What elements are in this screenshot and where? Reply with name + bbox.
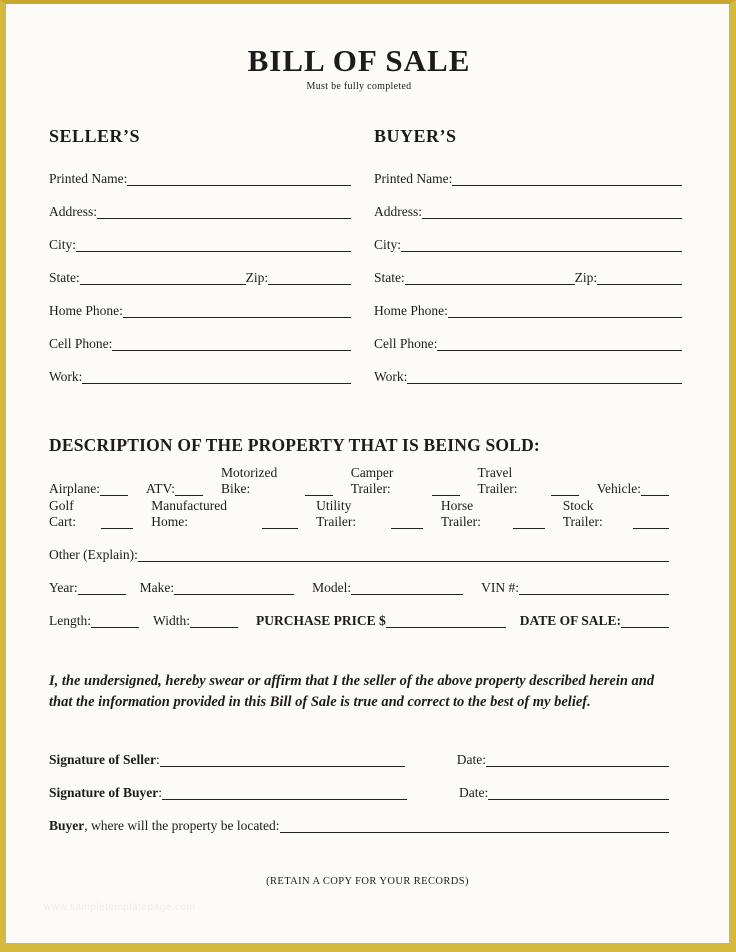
seller-work-label: Work: — [49, 369, 83, 384]
utility-trailer-label: Utility Trailer: — [316, 498, 357, 529]
buyer-printed-name-row — [374, 154, 682, 187]
buyer-city-label: City: — [374, 237, 402, 252]
property-type-airplane — [49, 481, 128, 497]
affirmation-statement: I, the undersigned, hereby swear or affirm that I the seller of the above property described herein and that the information provided in this Bill of Sale is true and correct to the best of my belief. — [49, 673, 655, 710]
airplane-check-input[interactable] — [100, 482, 128, 496]
length-input[interactable] — [91, 614, 139, 628]
horse-trailer-check-input[interactable] — [513, 515, 545, 529]
buyer-signature-row — [49, 768, 669, 801]
seller-cell-phone-input[interactable] — [112, 337, 351, 351]
parties-section — [49, 126, 669, 385]
property-type-travel-trailer — [478, 465, 579, 497]
seller-state-input[interactable] — [80, 271, 246, 285]
buyer-work-label: Work: — [374, 369, 408, 384]
seller-home-phone-label: Home Phone: — [49, 303, 123, 318]
seller-city-label: City: — [49, 237, 77, 252]
signature-section — [49, 735, 669, 834]
golf-cart-check-input[interactable] — [101, 515, 133, 529]
property-type-row-2 — [49, 497, 669, 530]
other-explain-label: Other (Explain): — [49, 547, 138, 562]
other-explain-row — [49, 530, 669, 563]
seller-signature-row — [49, 735, 669, 768]
seller-cell-phone-label: Cell Phone: — [49, 336, 113, 351]
camper-trailer-check-input[interactable] — [432, 482, 460, 496]
bill-of-sale-form — [6, 4, 729, 943]
seller-home-phone-input[interactable] — [123, 304, 351, 318]
seller-date-input[interactable] — [486, 753, 669, 767]
seller-address-label: Address: — [49, 204, 97, 219]
motorized-bike-label: Motorized Bike: — [220, 465, 278, 496]
seller-fields — [49, 154, 351, 385]
stock-trailer-check-input[interactable] — [633, 515, 669, 529]
vin-input[interactable] — [519, 581, 669, 595]
camper-trailer-label: Camper Trailer: — [350, 465, 394, 496]
vehicle-label: Vehicle: — [596, 481, 641, 496]
vehicle-check-input[interactable] — [641, 482, 669, 496]
property-type-row-1 — [49, 464, 669, 497]
property-type-horse-trailer — [441, 498, 545, 530]
property-type-motorized-bike — [221, 465, 333, 497]
buyer-signature-colon: : — [158, 785, 163, 800]
buyer-printed-name-label: Printed Name: — [374, 171, 453, 186]
vehicle-details-row — [49, 563, 669, 596]
seller-state-zip-row — [49, 253, 351, 286]
property-location-label: , where will the property be located: — [84, 818, 280, 833]
travel-trailer-check-input[interactable] — [551, 482, 579, 496]
other-explain-input[interactable] — [138, 548, 669, 562]
property-type-camper-trailer — [351, 465, 460, 497]
buyer-zip-input[interactable] — [597, 271, 682, 285]
width-label: Width: — [153, 613, 190, 628]
seller-city-row — [49, 220, 351, 253]
buyer-address-input[interactable] — [422, 205, 682, 219]
date-of-sale-input[interactable] — [621, 614, 669, 628]
buyer-city-input[interactable] — [401, 238, 682, 252]
description-heading: DESCRIPTION OF THE PROPERTY THAT IS BEING SOLD: — [49, 435, 540, 455]
buyer-heading: BUYER’S — [374, 126, 457, 146]
property-location-row — [49, 801, 669, 834]
year-input[interactable] — [78, 581, 126, 595]
property-type-checklist — [49, 464, 669, 629]
airplane-label: Airplane: — [49, 481, 100, 496]
description-section — [49, 435, 669, 629]
make-label: Make: — [139, 580, 175, 595]
seller-date-label: Date: — [456, 752, 487, 767]
buyer-state-label: State: — [374, 270, 405, 285]
buyer-cell-phone-input[interactable] — [437, 337, 682, 351]
seller-signature-colon: : — [156, 752, 160, 767]
buyer-signature-input[interactable] — [162, 786, 407, 800]
utility-trailer-check-input[interactable] — [391, 515, 423, 529]
buyer-home-phone-label: Home Phone: — [374, 303, 448, 318]
page-title: BILL OF SALE — [247, 43, 471, 78]
buyer-home-phone-row — [374, 286, 682, 319]
atv-check-input[interactable] — [175, 482, 203, 496]
property-location-bold-label: Buyer — [49, 818, 85, 833]
width-input[interactable] — [190, 614, 238, 628]
buyer-date-input[interactable] — [488, 786, 669, 800]
seller-section — [49, 126, 351, 385]
purchase-price-label: PURCHASE PRICE $ — [255, 613, 386, 628]
property-location-input[interactable] — [280, 819, 669, 833]
seller-address-row — [49, 187, 351, 220]
buyer-address-row — [374, 187, 682, 220]
size-price-date-row — [49, 596, 669, 629]
seller-cell-phone-row — [49, 319, 351, 352]
seller-zip-label: Zip: — [245, 270, 269, 285]
seller-work-row — [49, 352, 351, 385]
buyer-fields — [374, 154, 682, 385]
buyer-work-input[interactable] — [407, 370, 682, 384]
seller-printed-name-input[interactable] — [127, 172, 351, 186]
seller-address-input[interactable] — [97, 205, 351, 219]
motorized-bike-check-input[interactable] — [305, 482, 333, 496]
manufactured-home-check-input[interactable] — [262, 515, 298, 529]
buyer-cell-phone-row — [374, 319, 682, 352]
property-type-stock-trailer — [563, 498, 669, 530]
seller-city-input[interactable] — [76, 238, 351, 252]
model-label: Model: — [312, 580, 352, 595]
vin-label: VIN #: — [481, 580, 520, 595]
buyer-state-zip-row — [374, 253, 682, 286]
buyer-work-row — [374, 352, 682, 385]
make-input[interactable] — [174, 581, 294, 595]
seller-state-label: State: — [49, 270, 80, 285]
buyer-printed-name-input[interactable] — [452, 172, 682, 186]
buyer-home-phone-input[interactable] — [448, 304, 682, 318]
seller-printed-name-label: Printed Name: — [49, 171, 128, 186]
date-of-sale-label: DATE OF SALE: — [519, 613, 621, 628]
buyer-date-label: Date: — [459, 785, 489, 800]
travel-trailer-label: Travel Trailer: — [477, 465, 518, 496]
form-header — [49, 44, 669, 92]
buyer-address-label: Address: — [374, 204, 422, 219]
seller-printed-name-row — [49, 154, 351, 187]
property-type-utility-trailer — [316, 498, 423, 530]
manufactured-home-label: Manufactured Home: — [151, 498, 227, 529]
year-label: Year: — [49, 580, 78, 595]
buyer-city-row — [374, 220, 682, 253]
property-type-vehicle — [597, 481, 669, 497]
property-type-golf-cart — [49, 498, 133, 530]
buyer-zip-label: Zip: — [574, 270, 598, 285]
horse-trailer-label: Horse Trailer: — [440, 498, 481, 529]
retain-copy-note: (RETAIN A COPY FOR YOUR RECORDS) — [266, 876, 469, 887]
buyer-cell-phone-label: Cell Phone: — [374, 336, 438, 351]
seller-signature-label: Signature of Seller — [49, 752, 156, 767]
length-label: Length: — [49, 613, 91, 628]
page-subtitle: Must be fully completed — [306, 81, 412, 92]
golf-cart-label: Golf Cart: — [49, 498, 76, 529]
seller-work-input[interactable] — [82, 370, 351, 384]
buyer-section — [374, 126, 682, 385]
watermark-text: www.sampletemplatepage.com — [44, 902, 196, 913]
buyer-state-input[interactable] — [405, 271, 575, 285]
seller-signature-input[interactable] — [160, 753, 405, 767]
seller-home-phone-row — [49, 286, 351, 319]
stock-trailer-label: Stock Trailer: — [562, 498, 603, 529]
seller-heading: SELLER’S — [49, 126, 141, 146]
atv-label: ATV: — [145, 481, 175, 496]
seller-zip-input[interactable] — [268, 271, 351, 285]
property-type-atv — [146, 481, 203, 497]
purchase-price-input[interactable] — [386, 614, 506, 628]
model-input[interactable] — [351, 581, 463, 595]
property-type-manufactured-home — [151, 498, 298, 530]
buyer-signature-label: Signature of Buyer — [49, 785, 159, 800]
